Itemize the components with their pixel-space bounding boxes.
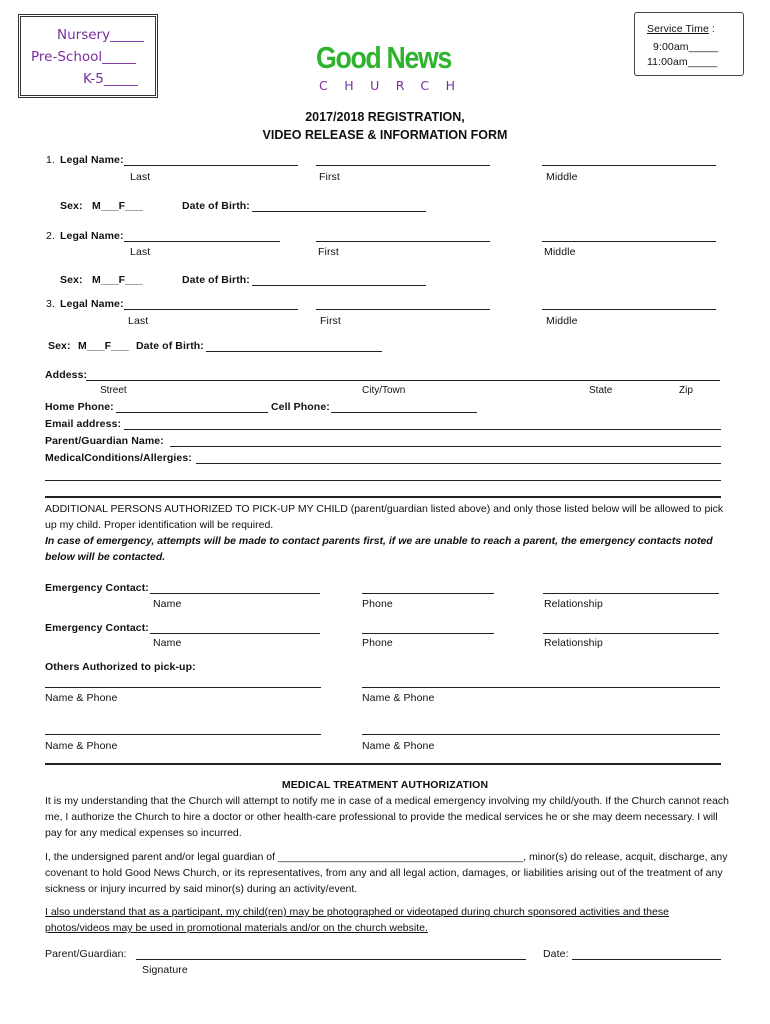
emergency-contact-1-relationship-field[interactable] [543, 593, 719, 594]
medical-conditions-field-line-2[interactable] [45, 480, 721, 481]
emergency-contact-2-name-caption: Name [153, 637, 182, 649]
date-label: Date: [543, 948, 569, 960]
emergency-contact-2-name-field[interactable] [150, 633, 320, 634]
parent-signature-label: Parent/Guardian: [45, 948, 127, 960]
church-logo-text: Good News [316, 40, 452, 75]
form-title-line2: VIDEO RELEASE & INFORMATION FORM [262, 128, 508, 142]
others-authorized-4-caption: Name & Phone [362, 740, 435, 752]
child-2-number: 2. [46, 230, 55, 242]
child-3-last-caption: Last [128, 315, 149, 327]
child-2-first-name-field[interactable] [316, 241, 490, 242]
service-time-colon: : [711, 23, 715, 35]
others-authorized-1-caption: Name & Phone [45, 692, 118, 704]
address-street-caption: Street [100, 385, 127, 396]
emergency-contact-1-phone-caption: Phone [362, 598, 393, 610]
section-divider-1 [45, 496, 721, 498]
service-time-label: Service Time [647, 23, 709, 35]
emergency-contact-2-relationship-caption: Relationship [544, 637, 603, 649]
medical-section-title: MEDICAL TREATMENT AUTHORIZATION [281, 779, 489, 791]
emergency-contact-1-name-caption: Name [153, 598, 182, 610]
home-phone-label: Home Phone: [45, 401, 114, 413]
parent-signature-field[interactable] [136, 959, 526, 960]
child-1-first-name-field[interactable] [316, 165, 490, 166]
child-1-dob-label: Date of Birth: [182, 200, 250, 212]
child-2-first-caption: First [318, 246, 339, 258]
address-city-caption: City/Town [362, 385, 406, 396]
address-zip-caption: Zip [679, 385, 693, 396]
address-state-caption: State [589, 385, 613, 396]
signature-caption: Signature [142, 964, 188, 976]
others-authorized-1-field[interactable] [45, 687, 321, 688]
emergency-contact-1-label: Emergency Contact: [45, 582, 149, 594]
child-1-number: 1. [46, 154, 55, 166]
release-paragraph: I, the undersigned parent and/or legal guardian of __________________________________________, minor(s) do release, acquit, discharge, any covenant to hold Good News Church, or its representatives, from any and all legal action, damages, or liabilities arising out of the treatment of any sickness or injury incurred by said minor(s) during an activity/event. [45, 851, 728, 895]
child-3-middle-caption: Middle [546, 315, 578, 327]
others-authorized-2-caption: Name & Phone [362, 692, 435, 704]
others-authorized-2-field[interactable] [362, 687, 720, 688]
form-title-line1: 2017/2018 REGISTRATION, [305, 110, 465, 124]
child-1-middle-name-field[interactable] [542, 165, 716, 166]
emergency-note: In case of emergency, attempts will be made to contact parents first, if we are unable to reach a parent, the emergency contacts noted below will be contacted. [45, 535, 713, 563]
emergency-contact-1-relationship-caption: Relationship [544, 598, 603, 610]
service-time-box [634, 12, 744, 76]
k5-option[interactable]: K-5_____ [83, 71, 138, 87]
service-time-9am[interactable]: 9:00am_____ [653, 41, 719, 53]
service-time-heading [647, 23, 715, 35]
service-time-11am[interactable]: 11:00am_____ [647, 56, 718, 68]
child-2-sex-label: Sex: [60, 274, 83, 286]
others-authorized-label: Others Authorized to pick-up: [45, 661, 196, 673]
child-1-last-caption: Last [130, 171, 151, 183]
email-field[interactable] [124, 429, 721, 430]
photo-release-paragraph: I also understand that as a participant, my child(ren) may be photographed or videotaped during church sponsored activities and these photos/videos may be used in promotional materials and/or on the church website. [45, 906, 669, 934]
section-divider-2 [45, 763, 721, 765]
child-3-number: 3. [46, 298, 55, 310]
child-1-dob-field[interactable] [252, 211, 426, 212]
emergency-contact-1-name-field[interactable] [150, 593, 320, 594]
child-1-first-caption: First [319, 171, 340, 183]
child-1-sex-field[interactable]: M___F___ [92, 200, 143, 212]
emergency-contact-2-phone-field[interactable] [362, 633, 494, 634]
child-2-last-name-field[interactable] [124, 241, 280, 242]
child-1-middle-caption: Middle [546, 171, 578, 183]
child-1-sex-label: Sex: [60, 200, 83, 212]
authorized-persons-text: ADDITIONAL PERSONS AUTHORIZED TO PICK-UP MY CHILD (parent/guardian listed above) and only those listed below will be allowed to pick up my child. Proper identification will be required. [45, 503, 724, 531]
church-logo-subtext: CHURCH [319, 78, 472, 93]
grade-level-box [18, 14, 158, 98]
child-2-middle-name-field[interactable] [542, 241, 716, 242]
emergency-contact-2-phone-caption: Phone [362, 637, 393, 649]
cell-phone-label: Cell Phone: [271, 401, 330, 413]
others-authorized-3-field[interactable] [45, 734, 321, 735]
child-3-last-name-field[interactable] [124, 309, 298, 310]
child-3-middle-name-field[interactable] [542, 309, 716, 310]
child-2-sex-field[interactable]: M___F___ [92, 274, 143, 286]
emergency-contact-2-label: Emergency Contact: [45, 622, 149, 634]
nursery-option[interactable]: Nursery_____ [57, 27, 144, 43]
child-2-dob-label: Date of Birth: [182, 274, 250, 286]
parent-name-field[interactable] [170, 446, 721, 447]
child-2-dob-field[interactable] [252, 285, 426, 286]
address-field[interactable] [86, 380, 720, 381]
others-authorized-4-field[interactable] [362, 734, 720, 735]
emergency-contact-1-phone-field[interactable] [362, 593, 494, 594]
child-1-last-name-field[interactable] [124, 165, 298, 166]
child-2-middle-caption: Middle [544, 246, 576, 258]
child-1-legal-name-label: Legal Name: [60, 154, 124, 166]
cell-phone-field[interactable] [331, 412, 477, 413]
parent-name-label: Parent/Guardian Name: [45, 435, 164, 447]
emergency-contact-2-relationship-field[interactable] [543, 633, 719, 634]
preschool-option[interactable]: Pre-School_____ [31, 49, 136, 65]
child-3-sex-field[interactable]: M___F___ [78, 340, 129, 352]
child-3-dob-field[interactable] [206, 351, 382, 352]
email-label: Email address: [45, 418, 122, 430]
medical-authorization-paragraph: It is my understanding that the Church will attempt to notify me in case of a medical emergency involving my child/youth. If the Church cannot reach me, I authorize the Church to hire a doctor or other health-care professional to provide the medical services he or she may deem necessary. I will pay for any medical expenses so incurred. [45, 795, 730, 839]
child-3-first-caption: First [320, 315, 341, 327]
address-label: Addess: [45, 369, 88, 381]
medical-conditions-label: MedicalConditions/Allergies: [45, 452, 192, 464]
others-authorized-3-caption: Name & Phone [45, 740, 118, 752]
child-3-sex-label: Sex: [48, 340, 71, 352]
child-2-legal-name-label: Legal Name: [60, 230, 124, 242]
medical-conditions-field[interactable] [196, 463, 721, 464]
date-field[interactable] [572, 959, 721, 960]
child-3-dob-label: Date of Birth: [136, 340, 204, 352]
child-3-legal-name-label: Legal Name: [60, 298, 124, 310]
home-phone-field[interactable] [116, 412, 268, 413]
child-2-last-caption: Last [130, 246, 151, 258]
child-3-first-name-field[interactable] [316, 309, 490, 310]
